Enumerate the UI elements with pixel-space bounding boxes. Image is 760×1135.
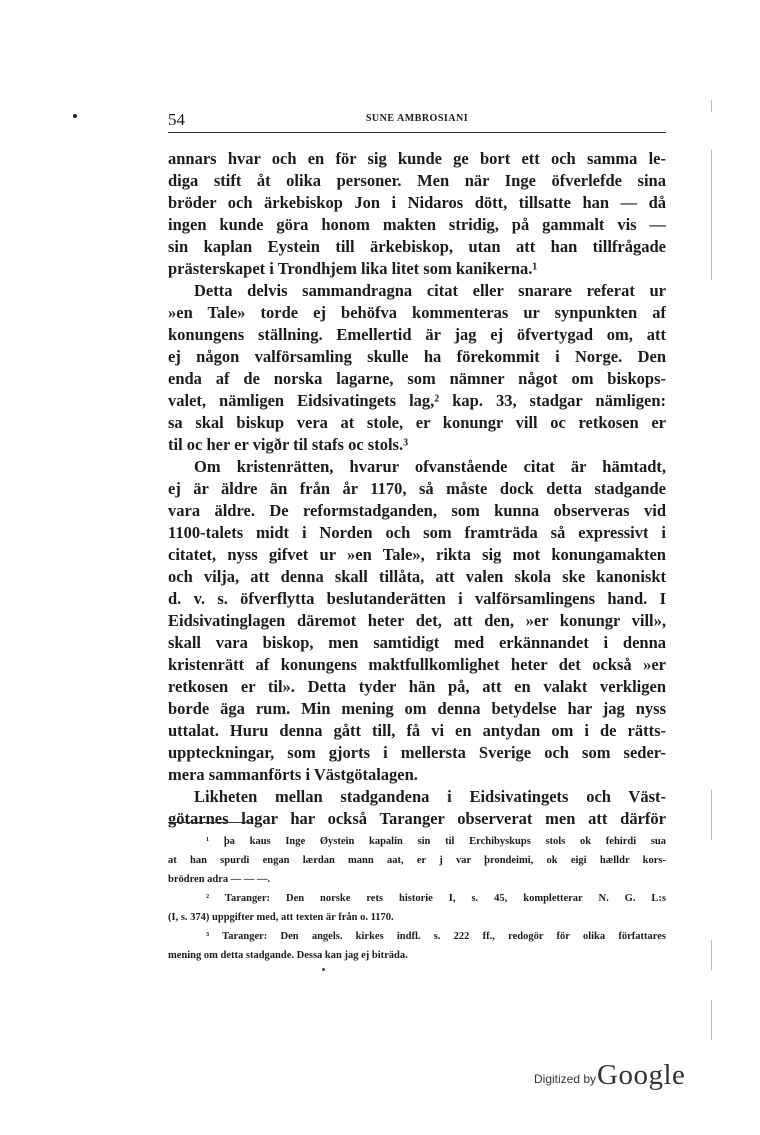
footnote-line: at han spurdi engan lærdan mann aat, er j var þrondeimi, ok eigi hælldr kors- [168,855,666,866]
margin-mark [711,100,712,112]
footnotes [168,832,666,965]
margin-mark [711,940,712,970]
body-text [168,148,666,830]
digitized-by-google-watermark [534,1052,685,1092]
body-line: prästerskapet i Trondhjem lika litet som kanikerna.¹ [168,259,538,278]
body-line: Eidsivatinglagen däremot heter det, att den, »er konungr vill», [168,611,666,630]
footnote-line: mening om detta stadgande. Dessa kan jag ej biträda. [168,950,408,961]
body-line: borde äga rum. Min mening om denna betydelse har jag nyss [168,699,666,718]
page-header [168,110,666,133]
margin-dot [73,114,77,118]
speck-dot [322,968,325,971]
footnote-line: ² Taranger: Den norske rets historie I, s. 45, kompletterar N. G. L:s [206,893,666,904]
body-line: 1100-talets midt i Norden och som framträda så expressivt i [168,523,666,542]
body-line: Likheten mellan stadgandena i Eidsivatingets och Väst- [194,787,666,806]
footnote-line: brödren adra — — —. [168,874,271,885]
body-line: ej är äldre än från år 1170, så måste dock detta stadgande [168,479,666,498]
running-head: SUNE AMBROSIANI [365,113,469,124]
body-line: til oc her er vigðr til stafs oc stols.³ [168,435,409,454]
body-line: ej någon valförsamling skulle ha förekommit i Norge. Den [168,347,666,366]
body-line: citatet, nyss gifvet ur »en Tale», rikta sig mot konungamakten [168,545,666,564]
body-line: »en Tale» torde ej behöfva kommenteras ur synpunkten af [168,303,666,322]
footnote-line: ³ Taranger: Den angels. kirkes indfl. s. 222 ff., redogör för olika författares [206,931,666,942]
google-logo: Google [597,1059,686,1091]
footnote-line: (I, s. 374) uppgifter med, att texten är från o. 1170. [168,912,394,923]
margin-mark [711,1000,712,1040]
body-line: valet, nämligen Eidsivatingets lag,² kap. 33, stadgar nämligen: [168,391,666,410]
body-line: bröder och ärkebiskop Jon i Nidaros dött, tillsatte han — då [168,193,666,212]
body-line: retkosen er til». Detta tyder hän på, att en valakt verkligen [168,677,666,696]
body-line: enda af de norska lagarne, som nämner något om biskops- [168,369,666,388]
margin-mark [711,150,712,280]
watermark-prefix: Digitized by [534,1072,597,1086]
body-line: uttalat. Huru denna gått till, få vi en antydan om i de rätts- [168,721,666,740]
body-line: uppteckningar, som gjorts i mellersta Sverige och som seder- [168,743,666,762]
body-line: d. v. s. öfverflytta beslutanderätten i valförsamlingens hand. I [168,589,666,608]
body-line: götarnes lagar har också Taranger observerat men att därför [168,809,666,828]
body-line: Detta delvis sammandragna citat eller snarare referat ur [194,281,666,300]
footnote-divider [168,822,252,823]
margin-mark [711,790,712,840]
body-line: diga stift åt olika personer. Men när Inge öfverlefde sina [168,171,666,190]
body-line: Om kristenrätten, hvarur ofvanstående citat är hämtadt, [194,457,666,476]
body-line: vara äldre. De reformstadganden, som kunna observeras vid [168,501,666,520]
body-line: annars hvar och en för sig kunde ge bort ett och samma le- [168,149,666,168]
body-line: konungens ställning. Emellertid är jag ej öfvertygad om, att [168,325,666,344]
body-line: och vilja, att denna skall tillåta, att valen skola ske kanoniskt [168,567,666,586]
body-line: ingen kunde göra honom makten stridig, på gammalt vis — [168,215,666,234]
body-line: sa skal biskup vera at stole, er konungr vill oc retkosen er [168,413,666,432]
body-line: skall vara biskop, men samtidigt med erkännandet i denna [168,633,666,652]
body-line: sin kaplan Eystein till ärkebiskop, utan att han tillfrågade [168,237,666,256]
footnote-line: ¹ þa kaus Inge Øystein kapalin sin til Erchibyskups stols ok fehirdi sua [206,836,666,847]
body-line: kristenrätt af konungens maktfullkomlighet heter det också »er [168,655,666,674]
body-line: mera sammanförts i Västgötalagen. [168,765,418,784]
page-number: 54 [168,110,185,129]
